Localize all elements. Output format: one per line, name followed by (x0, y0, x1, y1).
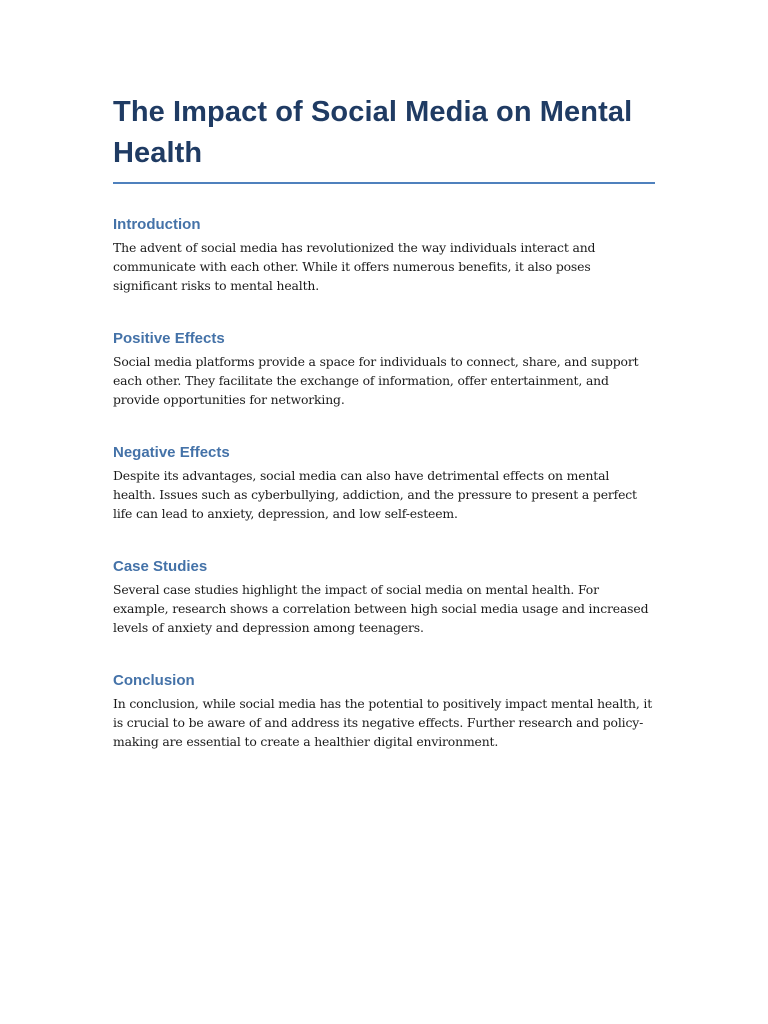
section-heading: Conclusion (113, 672, 195, 689)
section-conclusion (113, 671, 655, 752)
document-page (113, 92, 655, 750)
section-positive-effects (113, 329, 655, 410)
section-case-studies (113, 557, 655, 638)
section-heading: Case Studies (113, 558, 208, 575)
section-heading: Negative Effects (113, 444, 230, 461)
section-heading: Positive Effects (113, 330, 225, 347)
section-heading: Introduction (113, 216, 201, 233)
section-body: The advent of social media has revolutionized the way individuals interact and communicate with each other. While it offers numerous benefits, it also poses significant risks to mental health. (113, 240, 596, 294)
section-body: In conclusion, while social media has the potential to positively impact mental health, it is crucial to be aware of and address its negative effects. Further research and policy-making are essential to create a healthier digital environment. (113, 696, 653, 750)
section-body: Despite its advantages, social media can also have detrimental effects on mental health. Issues such as cyberbullying, addiction, and the pressure to present a perfect life can lead to anxiety, depression, and low self-esteem. (113, 468, 637, 522)
section-negative-effects (113, 443, 655, 524)
section-introduction (113, 215, 655, 296)
document-title: The Impact of Social Media on Mental Health (113, 92, 655, 184)
section-body: Social media platforms provide a space for individuals to connect, share, and support each other. They facilitate the exchange of information, offer entertainment, and provide opportunities for networking. (113, 354, 639, 408)
section-body: Several case studies highlight the impact of social media on mental health. For example, research shows a correlation between high social media usage and increased levels of anxiety and depression among teenagers. (113, 582, 649, 636)
